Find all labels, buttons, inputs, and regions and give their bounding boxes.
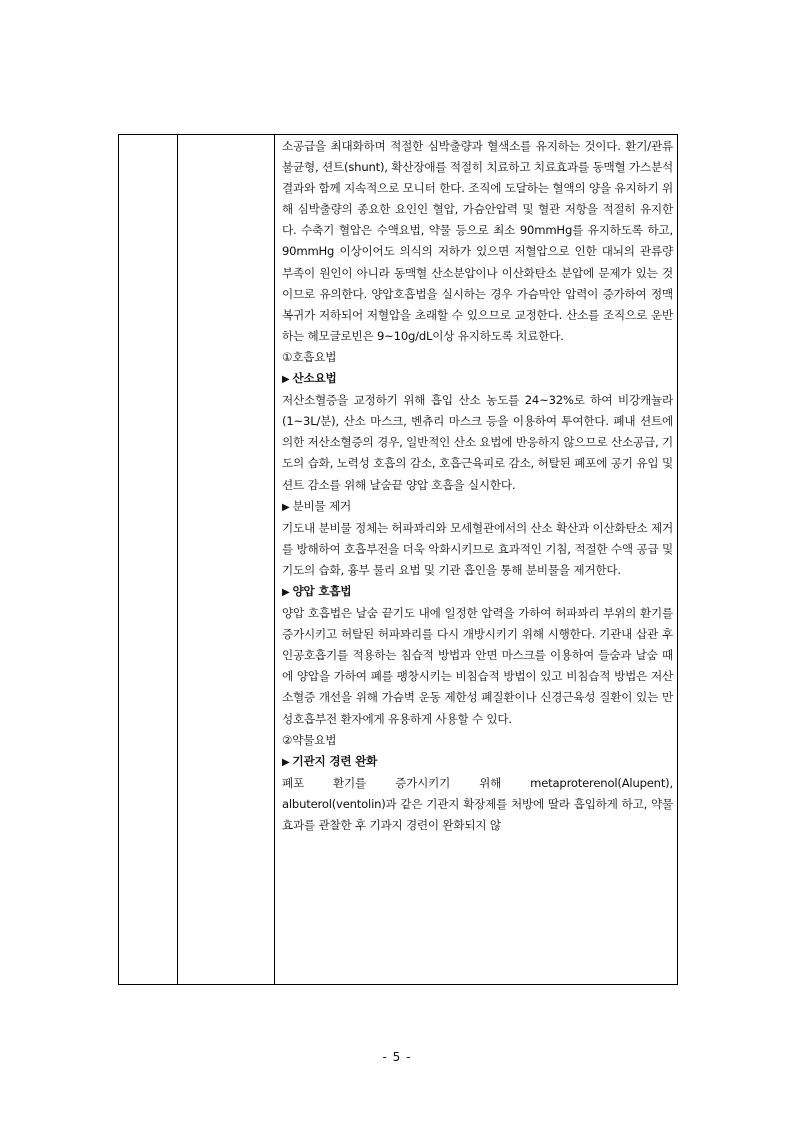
content-cell (282, 136, 673, 836)
heading-secretion-removal: ▶ 분비물 제거 (282, 498, 351, 513)
paragraph-secretion-removal: 기도내 분비물 정체는 허파꽈리와 모세혈관에서의 산소 확산과 이산화탄소 제거를 방해하여 호흡부전을 더욱 악화시키므로 효과적인 기침, 적절한 수액 공급 및 기도의 습화, 흉부 물리 요법 및 기관 흡인을 통해 분비물을 제거한다. (282, 520, 673, 577)
triangle-bullet-icon: ▶ (282, 501, 290, 513)
heading-oxygen-therapy: ▶ 산소요법 (282, 371, 337, 386)
paragraph-oxygen-therapy: 저산소혈증을 교정하기 위해 흡입 산소 농도를 24~32%로 하여 비강캐뉼라(1~3L/분), 산소 마스크, 벤츄리 마스크 등을 이용하여 투여한다. 폐내 션트에 의한 저산소혈증의 경우, 일반적인 산소 요법에 반응하지 않으므로 산소공급, 기도의 습화, 노력성 호흡의 감소, 호흡근육피로 감소, 허탈된 폐포에 공기 유입 및 션트 감소를 위해 날숨끝 양압 호흡을 실시한다. (282, 393, 673, 492)
heading-drug-therapy: ②약물요법 (282, 732, 337, 747)
content-table (118, 134, 678, 985)
column-divider-2 (274, 135, 275, 984)
paragraph-oxygen-delivery: 소공급을 최대화하며 적절한 심박출량과 혈색소를 유지하는 것이다. 환기/관류 불균형, 션트(shunt), 확산장애를 적절히 치료하고 치료효과를 동맥혈 가스분석 결과와 함께 지속적으로 모니터 한다. 조직에 도달하는 혈액의 양을 유지하기 위해 심박출량의 종요한 요인인 혈압, 가슴안압력 및 혈관 저항을 적절히 유지한다. 수축기 혈압은 수액요법, 약물 등으로 최소 90mmHg를 유지하도록 하고, 90mmHg 이상이어도 의식의 저하가 있으면 저혈압으로 인한 대뇌의 관류량 부족이 원인이 아니라 동맥혈 산소분압이나 이산화탄소 분압에 문제가 있는 것이므로 유의한다. 양압호흡법을 실시하는 경우 가슴막안 압력이 증가하여 정맥 복귀가 저하되어 저혈압을 초래할 수 있으므로 교정한다. 산소를 조직으로 운반하는 헤모글로빈은 9~10g/dL이상 유지하도록 치료한다. (282, 139, 673, 343)
column-divider-1 (177, 135, 178, 984)
paragraph-bronchospasm: 폐포 환기를 증가시키기 위해 metaproterenol(Alupent), albuterol(ventolin)과 같은 기관지 확장제를 처방에 딸라 흡입하게 하고, 약물 효과를 관찰한 후 기과지 경련이 완화되지 않 (282, 775, 673, 832)
heading-respiratory-therapy: ①호흡요법 (282, 349, 337, 364)
heading-positive-pressure: ▶ 양압 호흡법 (282, 583, 352, 598)
triangle-bullet-icon: ▶ (282, 586, 290, 598)
page-number: - 5 - (382, 1050, 412, 1064)
paragraph-positive-pressure: 양압 호흡법은 날숨 끝기도 내에 일정한 압력을 가하여 허파꽈리 부위의 환기를 증가시키고 허탈된 허파꽈리를 다시 개방시키기 위해 시행한다. 기관내 삽관 후 인공호흡기를 적용하는 침습적 방법과 안면 마스크를 이용하여 들숨과 날숨 때에 양압을 가하여 폐를 팽창시키는 비침습적 방법이 있고 비침습적 방법은 저산소혈증 개선을 위해 가슴벽 운동 제한성 폐질환이나 신경근육성 질환이 있는 만성호흡부전 환자에게 유용하게 사용할 수 있다. (282, 606, 673, 726)
heading-bronchospasm: ▶ 기관지 경련 완화 (282, 753, 378, 768)
triangle-bullet-icon: ▶ (282, 374, 290, 386)
triangle-bullet-icon: ▶ (282, 756, 290, 768)
